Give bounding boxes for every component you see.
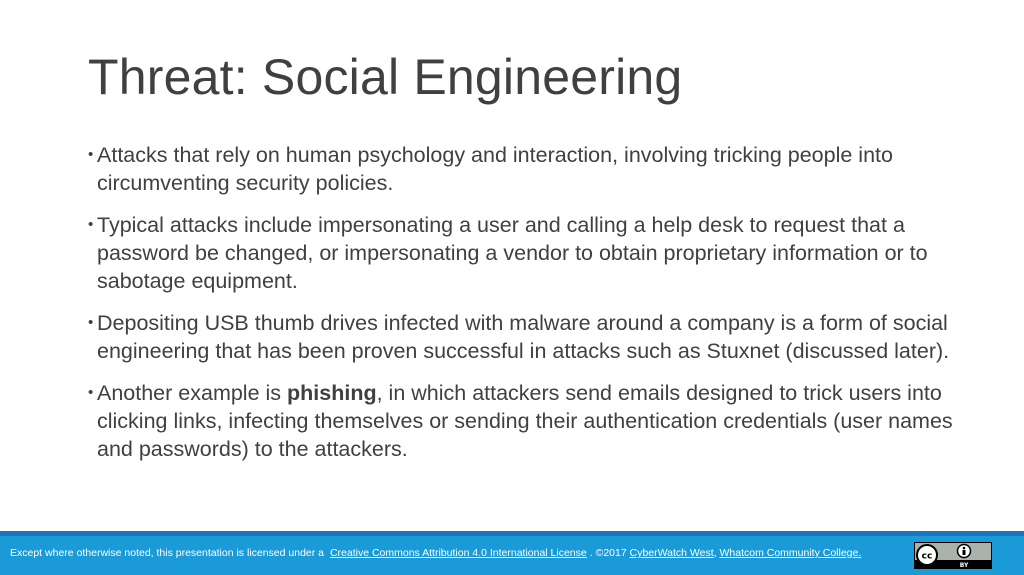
bullet-list xyxy=(88,141,958,477)
footer-text: Except where otherwise noted, this presentation is licensed under a Creative Commons Attribution 4.0 International License . ©2017 CyberWatch West, Whatcom Community College. xyxy=(10,547,862,559)
cc-by-icon[interactable] xyxy=(914,542,992,569)
svg-text:cc: cc xyxy=(921,551,933,562)
bullet-icon: • xyxy=(88,146,94,163)
bullet-text: Depositing USB thumb drives infected with malware around a company is a form of social engineering that has been proven successful in attacks such as Stuxnet (discussed later). xyxy=(97,311,950,363)
badge-by-text: BY xyxy=(959,562,969,568)
bullet-text: Attacks that rely on human psychology and interaction, involving tricking people into circumventing security policies. xyxy=(97,143,893,195)
slide-title: Threat: Social Engineering xyxy=(88,49,683,105)
bullet-item xyxy=(88,211,958,295)
bullet-icon: • xyxy=(88,384,94,401)
footer-copyright: . ©2017 xyxy=(589,547,627,559)
license-link[interactable]: Creative Commons Attribution 4.0 International License xyxy=(329,547,587,559)
bullet-text: Typical attacks include impersonating a user and calling a help desk to request that a password be changed, or impersonating a vendor to obtain proprietary information or to sabotage equipment. xyxy=(97,213,928,293)
cyberwatch-link[interactable]: CyberWatch West xyxy=(629,547,714,559)
bold-term: phishing xyxy=(287,381,377,405)
whatcom-link[interactable]: Whatcom Community College. xyxy=(719,547,862,559)
bullet-item xyxy=(88,141,958,197)
bullet-text: Another example is phishing, in which attackers send emails designed to trick users into clicking links, infecting themselves or sending their authentication credentials (user names and passwords) to the attackers. xyxy=(97,381,953,461)
bullet-icon: • xyxy=(88,216,94,233)
license-footer xyxy=(0,536,1024,575)
footer-prefix: Except where otherwise noted, this presentation is licensed under a xyxy=(10,547,325,559)
cc-by-badge-graphic xyxy=(915,543,991,568)
bullet-icon: • xyxy=(88,314,94,331)
bullet-item xyxy=(88,379,958,463)
bullet-item xyxy=(88,309,958,365)
